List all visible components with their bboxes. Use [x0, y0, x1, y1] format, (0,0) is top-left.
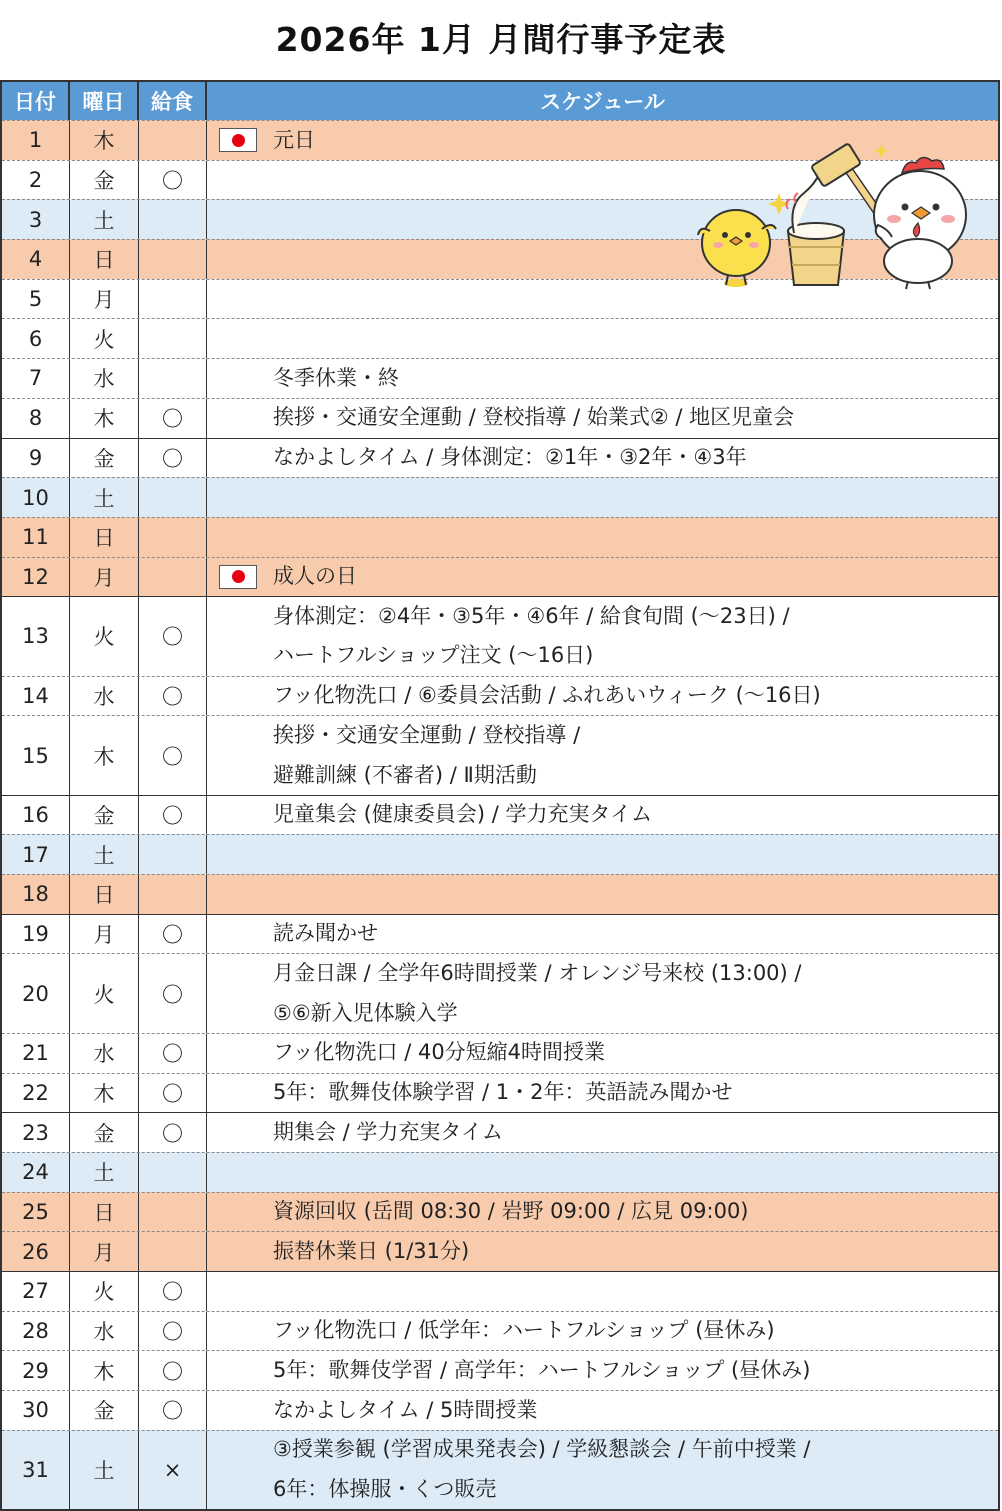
cell-schedule	[207, 1113, 998, 1152]
cell-date: 23	[2, 1113, 70, 1152]
cell-lunch	[139, 280, 207, 319]
cell-date: 3	[2, 200, 70, 239]
cell-lunch: 〇	[139, 1074, 207, 1113]
cell-schedule	[207, 1074, 998, 1113]
cell-lunch	[139, 121, 207, 160]
cell-schedule	[207, 558, 998, 597]
cell-date: 26	[2, 1232, 70, 1271]
cell-date: 9	[2, 439, 70, 478]
cell-lunch	[139, 558, 207, 597]
table-row	[2, 1231, 998, 1271]
cell-schedule	[207, 796, 998, 835]
schedule-line: 資源回収 (岳間 08:30 / 岩野 09:00 / 広見 09:00)	[273, 1199, 749, 1224]
cell-lunch: 〇	[139, 915, 207, 954]
schedule-line: ⑤⑥新入児体験入学	[273, 1000, 458, 1025]
cell-lunch	[139, 478, 207, 517]
cell-schedule	[207, 1312, 998, 1351]
schedule-line: フッ化物洗口 / 40分短縮4時間授業	[273, 1040, 606, 1065]
table-row	[2, 1112, 998, 1152]
cell-date: 16	[2, 796, 70, 835]
cell-day-of-week: 金	[70, 1391, 139, 1430]
cell-day-of-week: 水	[70, 1312, 139, 1351]
cell-date: 11	[2, 518, 70, 557]
cell-date: 25	[2, 1193, 70, 1232]
table-row	[2, 1271, 998, 1311]
cell-day-of-week: 火	[70, 597, 139, 675]
schedule-line: 挨拶・交通安全運動 / 登校指導 /	[273, 722, 581, 747]
table-row	[2, 715, 998, 794]
cell-day-of-week: 金	[70, 439, 139, 478]
table-row	[2, 318, 998, 358]
cell-lunch: 〇	[139, 954, 207, 1032]
cell-day-of-week: 火	[70, 319, 139, 358]
cell-date: 12	[2, 558, 70, 597]
cell-lunch	[139, 359, 207, 398]
schedule-line: フッ化物洗口 / 低学年：ハートフルショップ (昼休み)	[273, 1318, 775, 1343]
table-row	[2, 596, 998, 675]
cell-day-of-week: 水	[70, 1034, 139, 1073]
cell-date: 17	[2, 835, 70, 874]
cell-schedule	[207, 1391, 998, 1430]
table-row	[2, 517, 998, 557]
cell-schedule	[207, 915, 998, 954]
cell-lunch: 〇	[139, 439, 207, 478]
cell-day-of-week: 火	[70, 954, 139, 1032]
table-header	[2, 80, 998, 120]
cell-date: 14	[2, 677, 70, 716]
cell-date: 20	[2, 954, 70, 1032]
cell-lunch	[139, 240, 207, 279]
mochi-pounding-chicks-illustration	[696, 143, 970, 291]
schedule-line: 成人の日	[273, 564, 357, 589]
cell-schedule	[207, 359, 998, 398]
cell-day-of-week: 土	[70, 1431, 139, 1509]
cell-date: 7	[2, 359, 70, 398]
cell-lunch: 〇	[139, 1034, 207, 1073]
table-row	[2, 438, 998, 478]
schedule-line: 5年：歌舞伎体験学習 / 1・2年：英語読み聞かせ	[273, 1080, 733, 1105]
cell-day-of-week: 土	[70, 835, 139, 874]
cell-day-of-week: 日	[70, 518, 139, 557]
cell-lunch: 〇	[139, 1113, 207, 1152]
cell-date: 28	[2, 1312, 70, 1351]
japan-flag-icon	[219, 565, 257, 589]
table-row	[2, 557, 998, 597]
cell-schedule	[207, 478, 998, 517]
header-date: 日付	[2, 82, 70, 120]
cell-lunch	[139, 875, 207, 914]
schedule-line: 振替休業日 (1/31分)	[273, 1238, 470, 1263]
cell-date: 31	[2, 1431, 70, 1509]
cell-schedule	[207, 319, 998, 358]
cell-lunch	[139, 200, 207, 239]
cell-date: 29	[2, 1351, 70, 1390]
table-row	[2, 834, 998, 874]
cell-date: 30	[2, 1391, 70, 1430]
cell-day-of-week: 木	[70, 716, 139, 794]
cell-day-of-week: 木	[70, 399, 139, 438]
cell-schedule	[207, 518, 998, 557]
cell-day-of-week: 金	[70, 161, 139, 200]
cell-date: 10	[2, 478, 70, 517]
schedule-line: 期集会 / 学力充実タイム	[273, 1119, 504, 1144]
cell-day-of-week: 木	[70, 121, 139, 160]
cell-date: 21	[2, 1034, 70, 1073]
cell-lunch	[139, 1193, 207, 1232]
cell-day-of-week: 木	[70, 1351, 139, 1390]
cell-day-of-week: 土	[70, 478, 139, 517]
cell-day-of-week: 火	[70, 1272, 139, 1311]
cell-lunch	[139, 835, 207, 874]
cell-lunch: 〇	[139, 161, 207, 200]
cell-schedule	[207, 1431, 998, 1509]
schedule-line: 6年：体操服・くつ販売	[273, 1476, 497, 1501]
cell-date: 24	[2, 1153, 70, 1192]
cell-lunch: ×	[139, 1431, 207, 1509]
cell-date: 27	[2, 1272, 70, 1311]
japan-flag-icon	[219, 128, 257, 152]
page-title: 2026年 1月 月間行事予定表	[275, 20, 727, 59]
cell-schedule	[207, 875, 998, 914]
table-row	[2, 1430, 998, 1509]
table-row	[2, 1350, 998, 1390]
cell-lunch: 〇	[139, 399, 207, 438]
schedule-line: 児童集会 (健康委員会) / 学力充実タイム	[273, 802, 653, 827]
header-lunch: 給食	[139, 82, 207, 120]
schedule-line: 挨拶・交通安全運動 / 登校指導 / 始業式② / 地区児童会	[273, 405, 795, 430]
cell-lunch: 〇	[139, 1391, 207, 1430]
cell-date: 4	[2, 240, 70, 279]
cell-schedule	[207, 439, 998, 478]
table-row	[2, 398, 998, 438]
cell-day-of-week: 月	[70, 1232, 139, 1271]
cell-lunch: 〇	[139, 597, 207, 675]
table-row	[2, 1073, 998, 1113]
schedule-line: なかよしタイム / 身体測定：②1年・③2年・④3年	[273, 445, 747, 469]
cell-day-of-week: 日	[70, 1193, 139, 1232]
table-row	[2, 1311, 998, 1351]
cell-lunch	[139, 319, 207, 358]
cell-schedule	[207, 835, 998, 874]
cell-date: 15	[2, 716, 70, 794]
cell-day-of-week: 水	[70, 677, 139, 716]
schedule-line: 月金日課 / 全学年6時間授業 / オレンジ号来校 (13:00) /	[273, 960, 802, 985]
table-row	[2, 874, 998, 914]
cell-schedule	[207, 597, 998, 675]
cell-schedule	[207, 1193, 998, 1232]
cell-date: 22	[2, 1074, 70, 1113]
schedule-line: 5年：歌舞伎学習 / 高学年：ハートフルショップ (昼休み)	[273, 1357, 811, 1382]
table-row	[2, 914, 998, 954]
cell-lunch: 〇	[139, 796, 207, 835]
cell-day-of-week: 金	[70, 796, 139, 835]
table-row	[2, 1390, 998, 1430]
cell-lunch: 〇	[139, 1351, 207, 1390]
table-row	[2, 358, 998, 398]
cell-day-of-week: 水	[70, 359, 139, 398]
cell-date: 18	[2, 875, 70, 914]
schedule-line: 元日	[273, 127, 315, 152]
schedule-line: ハートフルショップ注文 (～16日)	[273, 643, 594, 668]
cell-day-of-week: 木	[70, 1074, 139, 1113]
cell-schedule	[207, 954, 998, 1032]
schedule-line: ③授業参観 (学習成果発表会) / 学級懇談会 / 午前中授業 /	[273, 1437, 811, 1462]
cell-schedule	[207, 1034, 998, 1073]
cell-lunch	[139, 518, 207, 557]
schedule-line: フッ化物洗口 / ⑥委員会活動 / ふれあいウィーク (～16日)	[273, 683, 821, 708]
table-body	[2, 120, 998, 1509]
cell-day-of-week: 金	[70, 1113, 139, 1152]
cell-date: 8	[2, 399, 70, 438]
table-row	[2, 953, 998, 1032]
cell-lunch: 〇	[139, 1312, 207, 1351]
cell-day-of-week: 土	[70, 1153, 139, 1192]
header-schedule: スケジュール	[540, 90, 665, 114]
cell-day-of-week: 月	[70, 915, 139, 954]
cell-lunch: 〇	[139, 677, 207, 716]
cell-schedule	[207, 1153, 998, 1192]
cell-day-of-week: 土	[70, 200, 139, 239]
cell-date: 6	[2, 319, 70, 358]
cell-date: 2	[2, 161, 70, 200]
cell-date: 1	[2, 121, 70, 160]
cell-day-of-week: 日	[70, 875, 139, 914]
schedule-line: 読み聞かせ	[273, 921, 378, 946]
cell-schedule	[207, 1351, 998, 1390]
cell-schedule	[207, 716, 998, 794]
cell-schedule	[207, 677, 998, 716]
schedule-line: 身体測定：②4年・③5年・④6年 / 給食旬間 (～23日) /	[273, 603, 790, 628]
schedule-line: 避難訓練 (不審者) / Ⅱ期活動	[273, 762, 537, 787]
cell-lunch	[139, 1153, 207, 1192]
cell-date: 5	[2, 280, 70, 319]
table-row	[2, 676, 998, 716]
schedule-line: なかよしタイム / 5時間授業	[273, 1397, 538, 1422]
table-row	[2, 795, 998, 835]
cell-schedule	[207, 1232, 998, 1271]
header-day-of-week: 曜日	[70, 82, 139, 120]
table-row	[2, 1033, 998, 1073]
cell-lunch	[139, 1232, 207, 1271]
cell-schedule	[207, 399, 998, 438]
table-row	[2, 1192, 998, 1232]
schedule-line: 冬季休業・終	[273, 365, 399, 390]
cell-day-of-week: 日	[70, 240, 139, 279]
schedule-table	[0, 80, 1000, 1511]
cell-lunch: 〇	[139, 716, 207, 794]
cell-day-of-week: 月	[70, 280, 139, 319]
cell-date: 19	[2, 915, 70, 954]
table-row	[2, 1152, 998, 1192]
cell-schedule	[207, 1272, 998, 1311]
cell-day-of-week: 月	[70, 558, 139, 597]
table-row	[2, 477, 998, 517]
cell-lunch: 〇	[139, 1272, 207, 1311]
cell-date: 13	[2, 597, 70, 675]
